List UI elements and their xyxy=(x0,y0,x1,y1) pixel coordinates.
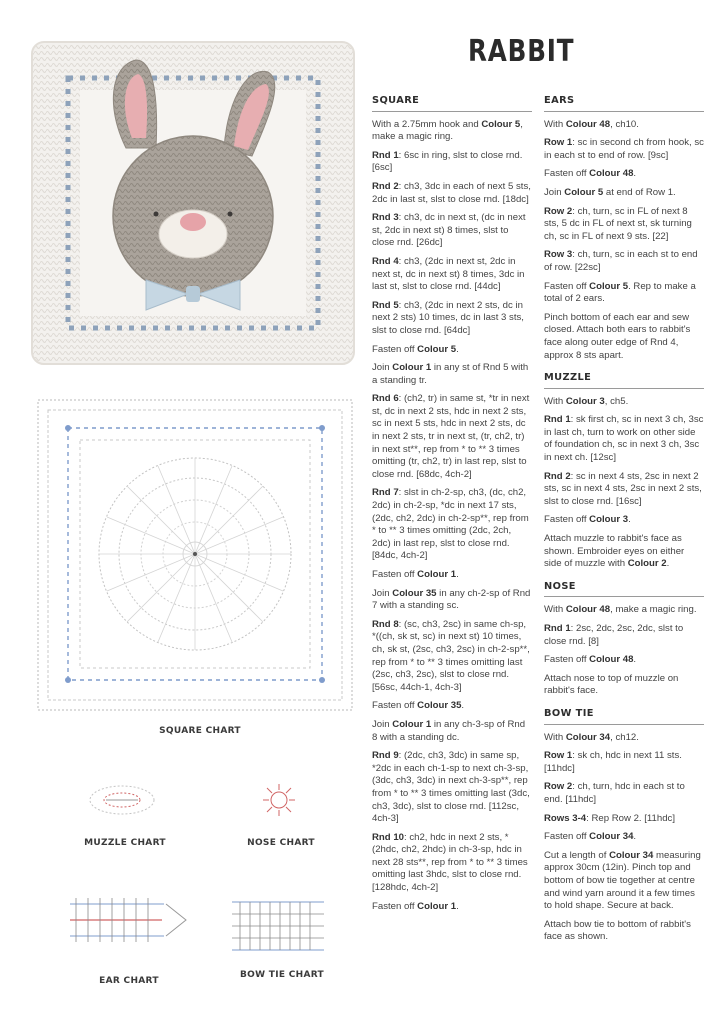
instruction-text: Join xyxy=(544,186,565,198)
instruction-text: With a 2.75mm hook and xyxy=(372,118,482,130)
nose-paragraphs xyxy=(544,604,704,698)
ears-instruction xyxy=(544,249,704,274)
bowtie-section xyxy=(544,708,704,944)
colour-name: Colour 5 xyxy=(417,343,457,355)
square-instruction xyxy=(372,750,532,826)
instruction-text: Join xyxy=(372,362,393,374)
row-label: Row 2 xyxy=(544,205,573,217)
instruction-text: Join xyxy=(372,587,393,599)
row-label: Row 1 xyxy=(544,750,573,762)
instruction-text: : ch3, dc in next st, (dc in next st, 2dc in next st) 8 times, slst to close rnd. [26dc] xyxy=(372,212,526,249)
colour-name: Colour 35 xyxy=(417,700,462,712)
ears-instruction xyxy=(544,312,704,362)
colour-name: Colour 1 xyxy=(417,900,457,912)
square-instruction xyxy=(372,619,532,695)
instruction-text-tail: , make a magic ring. xyxy=(372,118,523,143)
instruction-text: : ch3, 3dc in each of next 5 sts, 2dc in last st, slst to close rnd. [18dc] xyxy=(372,180,531,205)
square-instruction xyxy=(372,344,532,357)
ears-instruction xyxy=(544,206,704,244)
instruction-text: Fasten off xyxy=(372,700,418,712)
nose-instruction xyxy=(544,673,704,698)
nose-instruction xyxy=(544,623,704,648)
instruction-text: With xyxy=(544,731,566,743)
instruction-text: Fasten off xyxy=(372,343,418,355)
ears-heading: EARS xyxy=(544,95,704,112)
instruction-text-tail: . xyxy=(456,900,459,912)
instruction-text: : sc in second ch from hook, sc in each st to end of row. [9sc] xyxy=(544,137,704,161)
colour-name: Colour 48 xyxy=(589,168,634,180)
row-label: Rnd 4 xyxy=(372,255,399,267)
instruction-text: Fasten off xyxy=(544,280,590,292)
square-chart-diagram xyxy=(34,396,356,714)
row-label: Rnd 7 xyxy=(372,487,399,499)
square-instruction xyxy=(372,588,532,613)
square-instruction xyxy=(372,393,532,481)
row-label: Rnd 10 xyxy=(372,831,404,843)
instruction-text: With xyxy=(544,395,566,407)
instruction-text-tail: , ch10. xyxy=(610,118,639,130)
muzzle-instruction xyxy=(544,533,704,571)
row-label: Rnd 2 xyxy=(544,470,571,482)
nose-instruction xyxy=(544,604,704,617)
square-instruction xyxy=(372,212,532,250)
row-label: Rnd 5 xyxy=(372,299,399,311)
square-instruction xyxy=(372,832,532,895)
ears-section xyxy=(544,95,704,362)
square-instruction xyxy=(372,700,532,713)
colour-name: Colour 1 xyxy=(392,718,432,730)
instruction-text: Cut a length of xyxy=(544,849,610,861)
nose-chart-diagram xyxy=(254,780,304,820)
colour-name: Colour 34 xyxy=(565,731,611,743)
ear-chart-label: EAR CHART xyxy=(99,976,159,986)
square-instructions xyxy=(372,95,532,919)
nose-section xyxy=(544,581,704,698)
instruction-text: : (2dc, ch3, 3dc) in same sp, *2dc in each ch-1-sp to next ch-3-sp, (3dc, ch3, 3dc) in next ch-3-sp**, rep from * to ** 3 times omitting last (3dc, ch3, 3dc), slst to close rnd. [112sc, 4ch-3] xyxy=(372,750,530,825)
instruction-text: Attach muzzle to rabbit's face as shown. Embroider eyes on either side of muzzle with xyxy=(544,533,685,570)
instruction-text: Pinch bottom of each ear and sew closed. Attach both ears to rabbit's face along outer edge of Rnd 4, approx 8 sts apart. xyxy=(544,311,691,361)
bowtie-paragraphs xyxy=(544,732,704,944)
instruction-text: : ch3, (2dc in next st, 2dc in next st, dc in next st) 8 times, 3dc in last st, slst to close rnd. [44dc] xyxy=(372,255,525,293)
colour-name: Colour 48 xyxy=(565,118,611,130)
instruction-text: Fasten off xyxy=(372,900,418,912)
square-instruction xyxy=(372,487,532,563)
ears-instruction xyxy=(544,119,704,132)
instruction-text-tail: in any ch-2-sp of Rnd 7 with a standing sc. xyxy=(372,587,531,612)
instruction-text: Fasten off xyxy=(372,569,418,580)
muzzle-instruction xyxy=(544,396,704,409)
page-title: RABBIT xyxy=(468,34,575,69)
instruction-text-tail: . Rep to make a total of 2 ears. xyxy=(544,280,696,305)
row-label: Rnd 3 xyxy=(372,212,399,224)
instruction-text: Fasten off xyxy=(544,514,590,526)
nose-heading: NOSE xyxy=(544,581,704,598)
right-instructions xyxy=(544,95,704,954)
row-label: Rnd 8 xyxy=(372,618,399,630)
colour-name: Colour 2 xyxy=(627,558,667,570)
instruction-text-tail: . xyxy=(628,514,631,526)
instruction-text: : (sc, ch3, 2sc) in same ch-sp, *((ch, sk st, sc) in next st) 10 times, ch, sk st, (2sc, ch3, 2sc) in ch-2-sp**, rep from * to ** 3 times omitting last (2sc, ch3, 2sc), slst to close rnd. [56sc, 44ch-1, 4ch-3] xyxy=(372,618,530,693)
bowtie-chart-diagram xyxy=(226,894,330,958)
row-label: Rnd 9 xyxy=(372,750,399,762)
colour-name: Colour 5 xyxy=(481,118,521,130)
square-instruction xyxy=(372,181,532,206)
ears-instruction xyxy=(544,168,704,181)
instruction-text-tail: . xyxy=(633,168,637,180)
row-label: Rnd 1 xyxy=(544,623,571,634)
instruction-text-tail: , ch5. xyxy=(604,395,629,407)
instruction-text: Attach bow tie to bottom of rabbit's face as shown. xyxy=(544,918,691,943)
rabbit-square-photo xyxy=(28,38,358,368)
colour-name: Colour 48 xyxy=(589,654,634,666)
square-instruction xyxy=(372,150,532,175)
muzzle-instruction xyxy=(544,414,704,464)
ears-instruction xyxy=(544,137,704,162)
colour-name: Colour 3 xyxy=(589,514,629,526)
row-label: Rnd 1 xyxy=(372,149,399,161)
instruction-text-tail: , ch12. xyxy=(610,731,639,743)
instruction-text-tail: measuring approx 30cm (12in). Pinch top and bottom of bow tie together at centre and wind yarn around it a few times to hold shape. Secure at back. xyxy=(544,849,701,912)
muzzle-section xyxy=(544,372,704,571)
instruction-text: : ch3, (2dc in next 2 sts, dc in next 2 sts) 10 times, dc in last 3 sts, slst to close rnd. [64dc] xyxy=(372,299,524,336)
square-chart-label: SQUARE CHART xyxy=(159,726,241,736)
instruction-text: : ch, turn, hdc in each st to end. [11hdc] xyxy=(544,781,685,805)
square-instruction xyxy=(372,901,532,914)
instruction-text: Attach nose to top of muzzle on rabbit's face. xyxy=(544,672,679,697)
muzzle-heading: MUZZLE xyxy=(544,372,704,389)
row-label: Rnd 2 xyxy=(372,180,399,192)
instruction-text-tail: . xyxy=(633,831,637,843)
row-label: Row 2 xyxy=(544,781,573,793)
colour-name: Colour 1 xyxy=(392,362,432,374)
nose-instruction xyxy=(544,654,704,667)
square-instruction xyxy=(372,119,532,144)
instruction-text-tail: . xyxy=(633,654,637,666)
ears-instruction xyxy=(544,281,704,306)
row-label: Row 3 xyxy=(544,249,573,261)
colour-name: Colour 5 xyxy=(589,280,629,292)
muzzle-chart-label: MUZZLE CHART xyxy=(84,838,166,848)
ear-chart-diagram xyxy=(62,890,192,952)
instruction-text: : 6sc in ring, slst to close rnd. [6sc] xyxy=(372,149,523,174)
colour-name: Colour 5 xyxy=(564,186,604,198)
colour-name: Colour 1 xyxy=(417,569,457,580)
square-instruction xyxy=(372,719,532,744)
square-instruction xyxy=(372,362,532,387)
bowtie-instruction xyxy=(544,781,704,806)
row-label: Rows 3-4 xyxy=(544,812,587,824)
instruction-text: : 2sc, 2dc, 2sc, 2dc, slst to close rnd. [8] xyxy=(544,623,684,647)
row-label: Rnd 6 xyxy=(372,393,399,405)
instruction-text: : sc in next 4 sts, 2sc in next 2 sts, sc in next 4 sts, 2sc in next 2 sts, slst to close rnd. [16sc] xyxy=(544,470,702,507)
instruction-text-tail: . xyxy=(456,343,459,355)
square-instruction xyxy=(372,256,532,294)
nose-chart-label: NOSE CHART xyxy=(247,838,315,848)
instruction-text-tail: in any ch-3-sp of Rnd 8 with a standing dc. xyxy=(372,718,526,743)
instruction-text-tail: , make a magic ring. xyxy=(610,604,697,616)
square-paragraphs xyxy=(372,119,532,914)
muzzle-paragraphs xyxy=(544,396,704,571)
bowtie-heading: BOW TIE xyxy=(544,708,704,725)
square-instruction xyxy=(372,569,532,582)
instruction-text: : slst in ch-2-sp, ch3, (dc, ch2, 2dc) in ch-2-sp, *dc in next 17 sts, (2dc, ch2, 2dc) in ch-2-sp**, rep from * to ** 3 times omitting (2dc, 2ch, 2dc) in last rep, slst to close rnd. [84dc, 4ch-2] xyxy=(372,487,529,562)
row-label: Rnd 1 xyxy=(544,414,571,426)
instruction-text: Fasten off xyxy=(544,168,590,180)
muzzle-instruction xyxy=(544,471,704,509)
bowtie-instruction xyxy=(544,850,704,913)
colour-name: Colour 48 xyxy=(565,604,611,616)
ears-paragraphs xyxy=(544,119,704,363)
instruction-text: : ch, turn, sc in each st to end of row. [22sc] xyxy=(544,249,698,273)
colour-name: Colour 34 xyxy=(589,831,634,843)
instruction-text: Fasten off xyxy=(544,654,590,666)
bowtie-instruction xyxy=(544,813,704,826)
instruction-text-tail: in any st of Rnd 5 with a standing tr. xyxy=(372,362,529,386)
instruction-text: Fasten off xyxy=(544,831,590,843)
bowtie-instruction xyxy=(544,732,704,745)
instruction-text: : ch, turn, sc in FL of next 8 sts, 5 dc in FL of next st, sk turning ch, sc in FL of next 9 sts. [22] xyxy=(544,205,692,242)
instruction-text: : Rep Row 2. [11hdc] xyxy=(586,812,676,824)
instruction-text-tail: . xyxy=(456,569,459,580)
muzzle-instruction xyxy=(544,514,704,527)
instruction-text-tail: at end of Row 1. xyxy=(603,186,676,198)
bowtie-instruction xyxy=(544,750,704,775)
colour-name: Colour 3 xyxy=(565,395,605,407)
instruction-text: With xyxy=(544,604,566,616)
bowtie-instruction xyxy=(544,831,704,844)
square-heading: SQUARE xyxy=(372,95,532,112)
instruction-text: : sk ch, hdc in next 11 sts. [11hdc] xyxy=(544,750,682,774)
instruction-text-tail: . xyxy=(461,700,465,712)
instruction-text-tail: . xyxy=(666,558,670,570)
instruction-text: : (ch2, tr) in same st, *tr in next st, dc in next 2 sts, hdc in next 2 sts, sc in next 5 sts, hdc in next 2 sts, dc in next 2 sts, tr in next st, (tr, ch2, tr) in next st**, rep from * to ** 3 times omitting (tr, ch2, tr) in last rep, slst to close rnd. [68dc, 4ch-2] xyxy=(372,393,530,480)
bowtie-instruction xyxy=(544,919,704,944)
instruction-text: Join xyxy=(372,718,393,730)
instruction-text: : ch2, hdc in next 2 sts, *(2hdc, ch2, 2hdc) in ch-3-sp, hdc in next 28 sts**, rep from * to ** 3 times omitting last 3hdc, slst to close rnd. [128hdc, 4ch-2] xyxy=(372,831,528,894)
bowtie-chart-label: BOW TIE CHART xyxy=(239,970,324,980)
instruction-text: With xyxy=(544,118,566,130)
instruction-text: : sk first ch, sc in next 3 ch, 3sc in last ch, turn to work on other side of foundation ch, sc in next 3 ch, 3sc in next ch. [12sc] xyxy=(544,414,704,464)
colour-name: Colour 34 xyxy=(609,849,654,861)
colour-name: Colour 35 xyxy=(392,587,437,599)
row-label: Row 1 xyxy=(544,137,573,149)
muzzle-chart-diagram xyxy=(82,780,162,820)
square-instruction xyxy=(372,300,532,338)
ears-instruction xyxy=(544,187,704,200)
